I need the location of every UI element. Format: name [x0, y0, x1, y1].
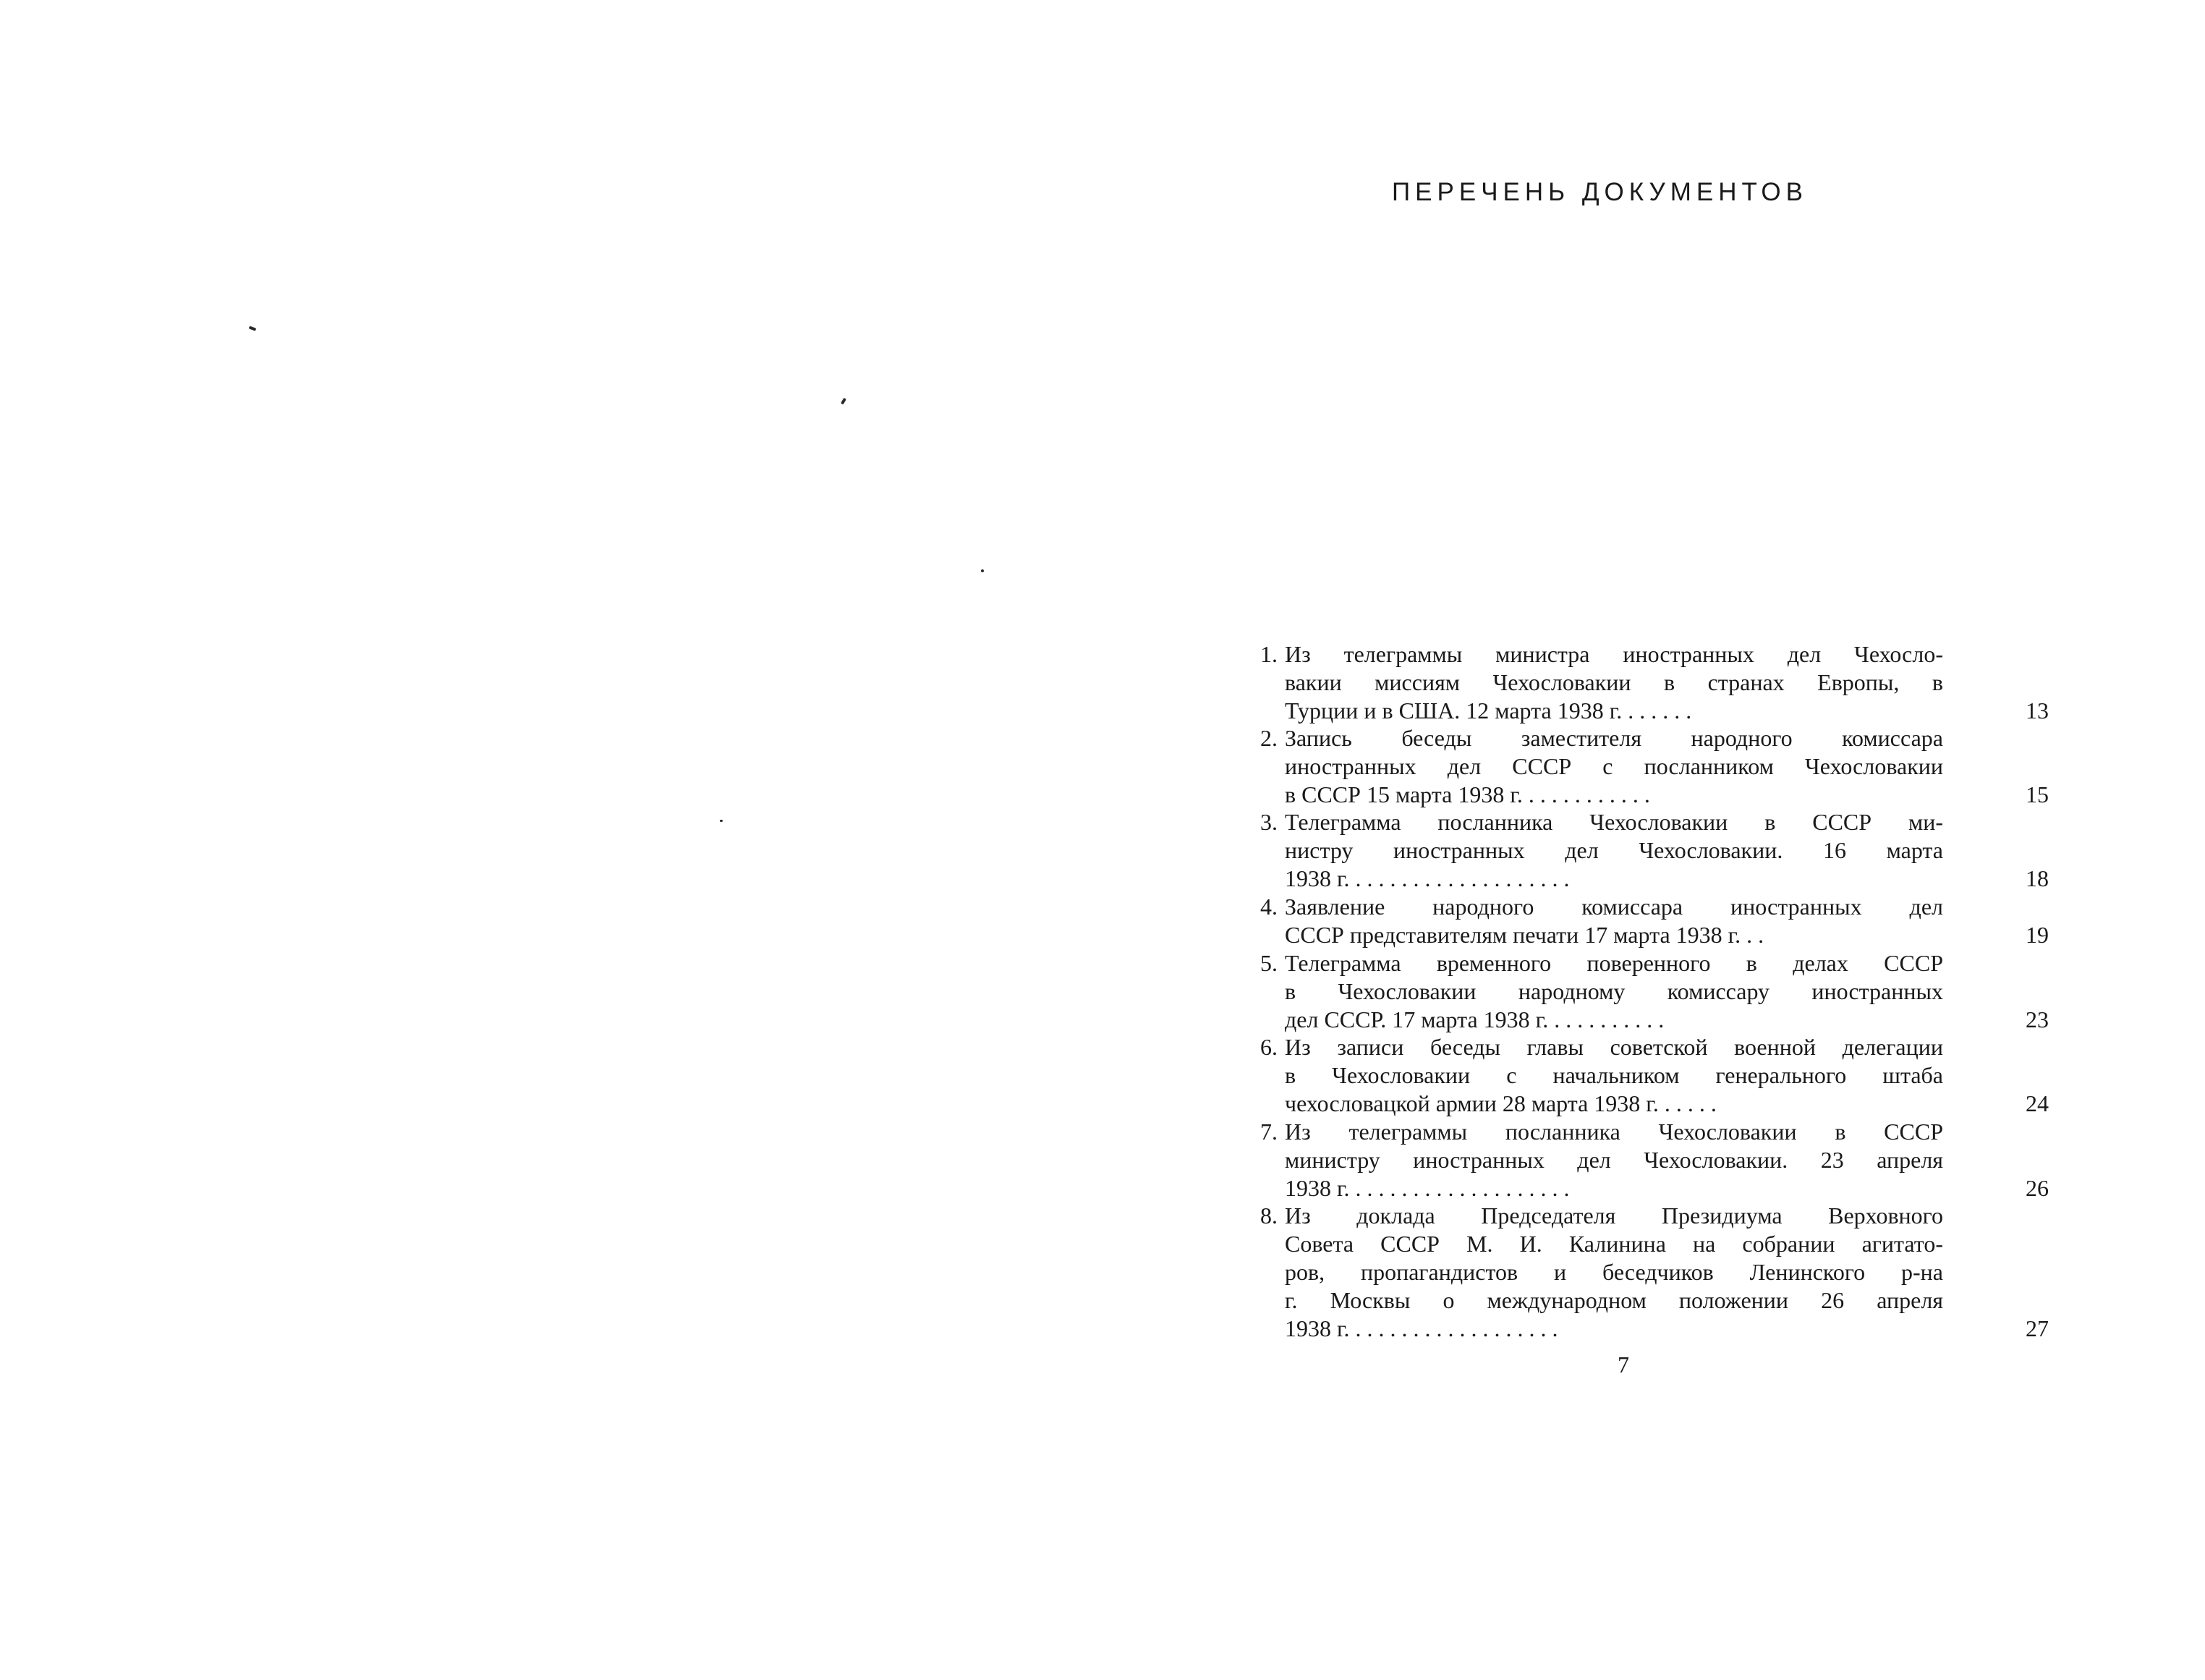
entry-title-line: вакии миссиям Чехословакии в странах Европы, в — [1285, 669, 1943, 695]
entry-number: 5. — [1260, 950, 1278, 976]
entry-title-line: 1938 г. . . . . . . . . . . . . . . . . . . . — [1285, 865, 1570, 891]
entry-title — [1285, 808, 1943, 893]
entry-title — [1285, 640, 1943, 725]
scan-speck — [720, 820, 723, 822]
entry-title-line: Телеграмма посланника Чехословакии в СССР ми- — [1285, 809, 1943, 835]
entry-page-number: 23 — [2026, 1006, 2049, 1032]
entry-title-line: г. Москвы о международном положении 26 апреля — [1285, 1287, 1943, 1313]
entry-title-line: в Чехословакии с начальником генерального штаба — [1285, 1062, 1943, 1088]
scan-speck — [981, 569, 984, 572]
entry-page-number: 13 — [2026, 697, 2049, 724]
entry-title-line: в СССР 15 марта 1938 г. . . . . . . . . . . . — [1285, 781, 1650, 807]
entry-title — [1285, 1202, 1943, 1343]
entry-title — [1285, 893, 1943, 949]
entry-title-line: Телеграмма временного поверенного в делах СССР — [1285, 950, 1943, 976]
entry-title — [1285, 724, 1943, 809]
entry-title-line: чехословацкой армии 28 марта 1938 г. . . . . . — [1285, 1090, 1717, 1116]
left-page-blank — [0, 0, 1102, 1680]
entry-title-line: Из телеграммы министра иностранных дел Чехосло- — [1285, 641, 1943, 667]
entry-title-line: министру иностранных дел Чехословакии. 23 апреля — [1285, 1147, 1943, 1173]
entry-title — [1285, 949, 1943, 1034]
scan-speck — [841, 398, 846, 405]
entry-number: 8. — [1260, 1202, 1278, 1229]
entry-title-line: СССР представителям печати 17 марта 1938 г. . . — [1285, 922, 1764, 948]
scan-speck — [249, 326, 257, 331]
page-number: 7 — [1618, 1352, 1629, 1378]
entry-title-line: Из записи беседы главы советской военной делегации — [1285, 1034, 1943, 1060]
entry-page-number: 15 — [2026, 781, 2049, 807]
entry-number: 6. — [1260, 1034, 1278, 1060]
entry-page-number: 18 — [2026, 865, 2049, 891]
entry-title-line: Турции и в США. 12 марта 1938 г. . . . . . . — [1285, 697, 1692, 724]
entry-page-number: 27 — [2026, 1315, 2049, 1341]
right-page — [1102, 0, 2205, 1680]
entry-number: 7. — [1260, 1119, 1278, 1145]
entry-title-line: ров, пропагандистов и беседчиков Ленинского р-на — [1285, 1259, 1943, 1285]
entry-title-line: нистру иностранных дел Чехословакии. 16 марта — [1285, 837, 1943, 863]
page-heading: ПЕРЕЧЕНЬ ДОКУМЕНТОВ — [1392, 178, 1808, 206]
entry-page-number: 19 — [2026, 922, 2049, 948]
entry-page-number: 24 — [2026, 1090, 2049, 1116]
entry-number: 2. — [1260, 725, 1278, 751]
entry-title-line: 1938 г. . . . . . . . . . . . . . . . . . . . — [1285, 1175, 1570, 1201]
entry-title-line: в Чехословакии народному комиссару иностранных — [1285, 978, 1943, 1004]
entry-title-line: Заявление народного комиссара иностранных дел — [1285, 894, 1943, 920]
entry-title-line: 1938 г. . . . . . . . . . . . . . . . . . . — [1285, 1315, 1558, 1341]
entry-title-line: дел СССР. 17 марта 1938 г. . . . . . . . . . . — [1285, 1006, 1665, 1032]
entry-title-line: Запись беседы заместителя народного комиссара — [1285, 725, 1943, 751]
entry-number: 4. — [1260, 894, 1278, 920]
entry-page-number: 26 — [2026, 1175, 2049, 1201]
entry-title-line: иностранных дел СССР с посланником Чехословакии — [1285, 753, 1943, 779]
entry-title-line: Из телеграммы посланника Чехословакии в СССР — [1285, 1119, 1943, 1145]
entry-title — [1285, 1118, 1943, 1202]
entry-number: 1. — [1260, 641, 1278, 667]
entry-title-line: Из доклада Председателя Президиума Верховного — [1285, 1202, 1943, 1229]
entry-number: 3. — [1260, 809, 1278, 835]
entry-title — [1285, 1033, 1943, 1118]
entry-title-line: Совета СССР М. И. Калинина на собрании агитато- — [1285, 1231, 1943, 1257]
